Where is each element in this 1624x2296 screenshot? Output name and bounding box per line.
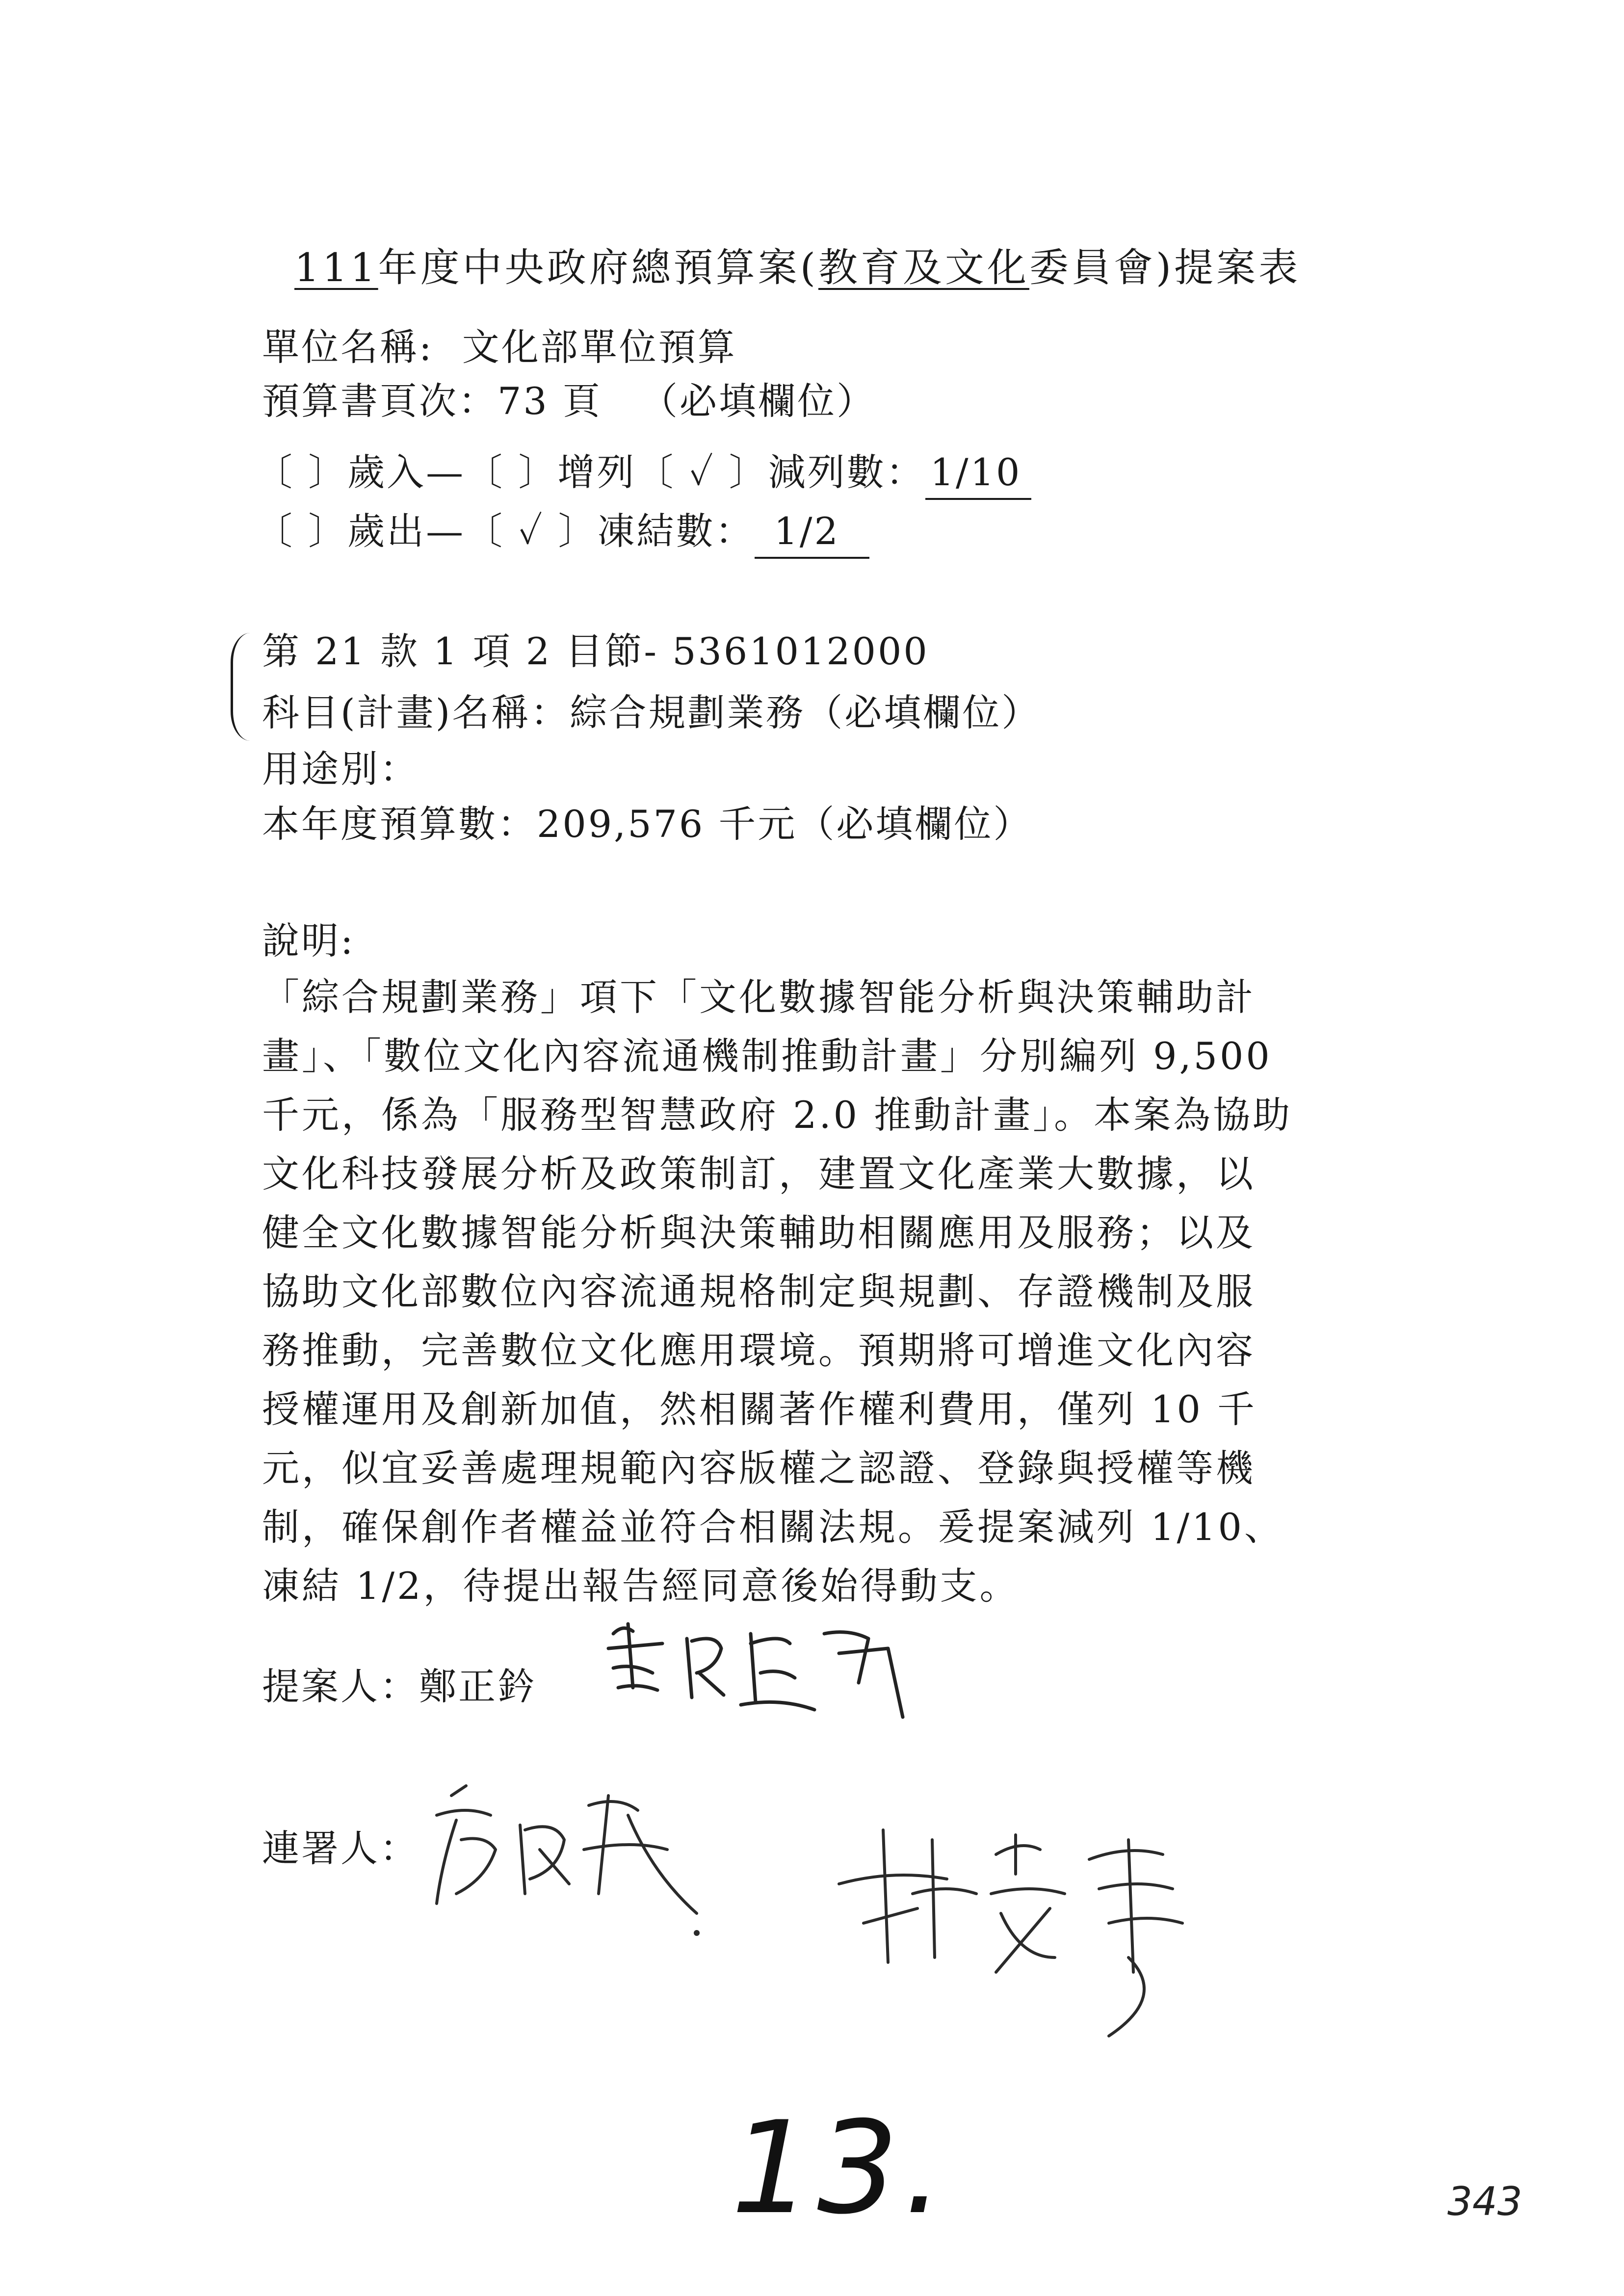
freeze-label: 凍結數： — [597, 509, 755, 553]
description-line: 制，確保創作者權益並符合相關法規。爰提案減列 1/10、 — [262, 1505, 1284, 1549]
revenue-label: 歲入— — [347, 450, 466, 494]
freeze-value: 1/2 — [755, 508, 869, 559]
description-line: 元，似宜妥善處理規範內容版權之認證、登錄與授權等機 — [262, 1446, 1256, 1490]
revenue-checkbox: 〔 〕 — [255, 450, 348, 494]
description-label: 說明: — [262, 919, 355, 963]
budget-amount: 本年度預算數：209,576 千元（必填欄位） — [262, 802, 1033, 846]
unit-row — [262, 324, 737, 371]
handwritten-item-number: 13. — [731, 2094, 949, 2243]
page-ref-row — [262, 378, 876, 425]
cosigners-label: 連署人： — [262, 1826, 419, 1870]
account-brace — [231, 633, 253, 741]
cosigner-signature-1 — [422, 1766, 726, 1943]
description-line: 文化科技發展分析及政策制訂，建置文化產業大數據，以 — [262, 1152, 1256, 1196]
expense-row — [255, 508, 869, 559]
unit-value: 文化部單位預算 — [462, 325, 737, 369]
revenue-row — [255, 449, 1031, 500]
page-ref-value: 73 頁 — [498, 379, 602, 423]
title-mid: 年度中央政府總預算案( — [378, 245, 818, 290]
description-line: 授權運用及創新加值，然相關著作權利費用，僅列 10 千 — [262, 1387, 1257, 1431]
description-line: 凍結 1/2，待提出報告經同意後始得動支。 — [262, 1564, 1020, 1608]
description-line: 「綜合規劃業務」項下「文化數據智能分析與決策輔助計 — [262, 975, 1256, 1019]
description-line: 畫」、「數位文化內容流通機制推動計畫」分別編列 9,500 — [262, 1034, 1272, 1078]
title-committee: 教育及文化 — [818, 245, 1029, 290]
freeze-checkbox: 〔 ✓ 〕 — [465, 509, 598, 553]
increase-label: 增列 — [557, 450, 636, 494]
page-ref-note: （必填欄位） — [640, 379, 876, 423]
account-line-2: 科目(計畫)名稱：綜合規劃業務（必填欄位） — [262, 691, 1041, 734]
decrease-checkbox: 〔 ✓ 〕 — [636, 450, 768, 494]
proposer-signature — [594, 1604, 947, 1732]
expense-checkbox: 〔 〕 — [255, 509, 348, 553]
page-ref-label: 預算書頁次： — [262, 379, 498, 423]
description-line: 健全文化數據智能分析與決策輔助相關應用及服務；以及 — [262, 1211, 1256, 1254]
description-line: 千元，係為「服務型智慧政府 2.0 推動計畫」。本案為協助 — [262, 1093, 1293, 1137]
increase-checkbox: 〔 〕 — [465, 450, 558, 494]
description-line: 務推動，完善數位文化應用環境。預期將可增進文化內容 — [262, 1329, 1256, 1372]
decrease-value: 1/10 — [925, 449, 1032, 500]
cosigner-signature-2 — [834, 1810, 1207, 2065]
title-year: 111 — [294, 245, 378, 290]
document-title — [294, 244, 1301, 291]
account-line-1: 第 21 款 1 項 2 目節- 5361012000 — [262, 629, 929, 673]
unit-label: 單位名稱: — [262, 325, 434, 369]
description-line: 協助文化部數位內容流通規格制定與規劃、存證機制及服 — [262, 1270, 1256, 1313]
page-number: 343 — [1447, 2179, 1522, 2224]
usage-label: 用途別： — [262, 747, 419, 791]
title-end: 委員會)提案表 — [1029, 245, 1301, 290]
proposer-label: 提案人：鄭正鈐 — [262, 1665, 537, 1708]
decrease-label: 減列數： — [768, 450, 925, 494]
expense-label: 歲出— — [347, 509, 466, 553]
